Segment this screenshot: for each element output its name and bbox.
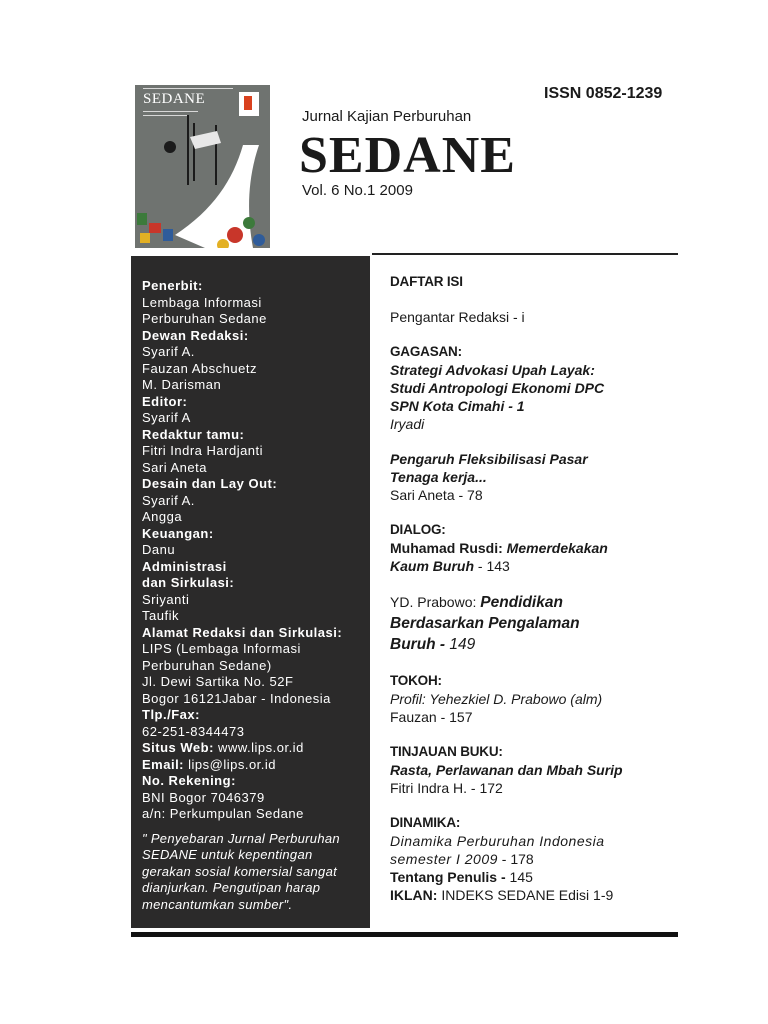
iklan-value: INDEKS SEDANE Edisi 1-9 [437, 887, 614, 903]
web-label: Situs Web: [142, 740, 214, 755]
masthead-lines [142, 278, 370, 707]
toc-entry-line[interactable]: Tenaga kerja... [390, 469, 487, 485]
masthead-value: Angga [142, 509, 183, 524]
masthead-value: LIPS (Lembaga Informasi [142, 641, 301, 656]
toc-entry-line[interactable]: Pengaruh Fleksibilisasi Pasar [390, 451, 588, 467]
masthead-value: Bogor 16121Jabar - Indonesia [142, 690, 331, 706]
masthead-value: Syarif A. [142, 344, 195, 359]
email-link[interactable]: lips@lips.or.id [184, 756, 277, 772]
toc-entry-line[interactable] [390, 539, 680, 557]
cover-thumbnail [135, 85, 270, 248]
tlp-value: 62-251-8344473 [142, 723, 245, 739]
toc-entry-line[interactable]: Profil: Yehezkiel D. Prabowo (alm) [390, 691, 603, 707]
toc-heading: DAFTAR ISI [390, 274, 463, 289]
toc-title: Memerdekakan [506, 540, 608, 556]
masthead-label: Redaktur tamu: [142, 426, 245, 442]
toc-entry-line[interactable] [390, 634, 680, 655]
masthead-label: Penerbit: [142, 278, 203, 293]
toc-entry-line[interactable] [390, 557, 680, 575]
masthead-value: Sari Aneta [142, 459, 207, 475]
masthead-panel [131, 256, 370, 928]
toc-entry-line[interactable]: Berdasarkan Pengalaman [390, 615, 580, 632]
toc-entry-line[interactable] [390, 868, 680, 886]
masthead-line [142, 707, 370, 724]
section-dinamika: DINAMIKA: [390, 815, 461, 830]
divider-top [372, 253, 678, 255]
rekening-line: a/n: Perkumpulan Sedane [142, 806, 304, 821]
iklan-label: IKLAN: [390, 887, 438, 903]
interviewee-name: YD. Prabowo: [390, 594, 481, 610]
masthead-label: dan Sirkulasi: [142, 575, 235, 590]
masthead-value: Taufik [142, 608, 179, 623]
journal-title: SEDANE [299, 127, 516, 184]
toc-entry-line[interactable] [390, 850, 680, 868]
cover-title: SEDANE [143, 91, 206, 107]
interviewee-name: Muhamad Rusdi: [390, 540, 507, 556]
masthead-label: Keuangan: [142, 525, 214, 541]
toc-entry-pengantar[interactable] [390, 308, 680, 326]
masthead-label: Desain dan Lay Out: [142, 476, 278, 491]
toc-entry-line[interactable]: Studi Antropologi Ekonomi DPC [390, 380, 605, 396]
masthead-value: Perburuhan Sedane [142, 311, 267, 326]
toc-page: 145 [509, 869, 533, 885]
toc-author: Fitri Indra H. - 172 [390, 780, 503, 796]
masthead-value: Perburuhan Sedane) [142, 657, 272, 673]
masthead-value: Fauzan Abschuetz [142, 360, 257, 376]
issn: ISSN 0852-1239 [544, 85, 663, 102]
website-link[interactable]: www.lips.or.id [213, 740, 304, 755]
toc-page: - 178 [497, 851, 534, 867]
masthead-label: Dewan Redaksi: [142, 327, 249, 343]
toc-entry-line[interactable]: Rasta, Perlawanan dan Mbah Surip [390, 762, 623, 778]
toc-entry-line[interactable]: Dinamika Perburuhan Indonesia [390, 833, 605, 849]
pengantar-page: i [521, 309, 525, 325]
toc-entry-line[interactable]: Strategi Advokasi Upah Layak: [390, 362, 595, 378]
masthead-value: Jl. Dewi Sartika No. 52F [142, 674, 294, 689]
toc-title: Buruh - [390, 636, 450, 653]
toc-entry-line[interactable] [390, 886, 680, 904]
section-tinjauan-buku: TINJAUAN BUKU: [390, 744, 503, 759]
volume-info: Vol. 6 No.1 2009 [302, 182, 413, 199]
masthead-label: Alamat Redaksi dan Sirkulasi: [142, 624, 343, 640]
pengantar-label: Pengantar Redaksi - [390, 309, 522, 325]
tlp-label: Tlp./Fax: [142, 707, 200, 722]
section-gagasan: GAGASAN: [390, 344, 462, 359]
journal-subtitle: Jurnal Kajian Perburuhan [302, 108, 472, 125]
rekening-label: No. Rekening: [142, 773, 236, 788]
cover-artwork [135, 85, 270, 248]
toc-title: Pendidikan [480, 594, 563, 611]
divider-bottom [131, 932, 678, 937]
toc-entry-line[interactable] [390, 592, 680, 613]
toc-title: semester I 2009 [390, 851, 498, 867]
masthead-label: Administrasi [142, 558, 227, 574]
toc-author: Iryadi [390, 416, 425, 432]
table-of-contents [390, 273, 680, 904]
masthead-value: Danu [142, 542, 176, 557]
masthead-value: Sriyanti [142, 591, 190, 607]
masthead-value: Fitri Indra Hardjanti [142, 443, 264, 458]
toc-author: Sari Aneta - 78 [390, 487, 483, 503]
masthead-label: Editor: [142, 393, 188, 409]
toc-page: 149 [449, 636, 476, 653]
masthead-line [142, 757, 370, 774]
toc-author: Fauzan - 157 [390, 709, 473, 725]
toc-title: Kaum Buruh [390, 558, 474, 574]
toc-page: - 143 [474, 558, 510, 574]
rekening-line: BNI Bogor 7046379 [142, 789, 265, 805]
masthead-value: Lembaga Informasi [142, 294, 262, 310]
toc-entry-line[interactable]: SPN Kota Cimahi - 1 [390, 398, 525, 414]
distribution-note: " Penyebaran Jurnal Perburuhan SEDANE untuk kepentingan gerakan sosial komersial sangat dianjurkan. Pengutipan harap mencantumkan sumber". [142, 830, 340, 912]
penulis-label: Tentang Penulis - [390, 869, 510, 885]
section-tokoh: TOKOH: [390, 673, 442, 688]
masthead-value: M. Darisman [142, 377, 222, 392]
masthead-value: Syarif A. [142, 492, 195, 508]
section-dialog: DIALOG: [390, 522, 446, 537]
masthead-value: Syarif A [142, 410, 191, 425]
email-label: Email: [142, 756, 185, 772]
masthead-line [142, 740, 370, 757]
